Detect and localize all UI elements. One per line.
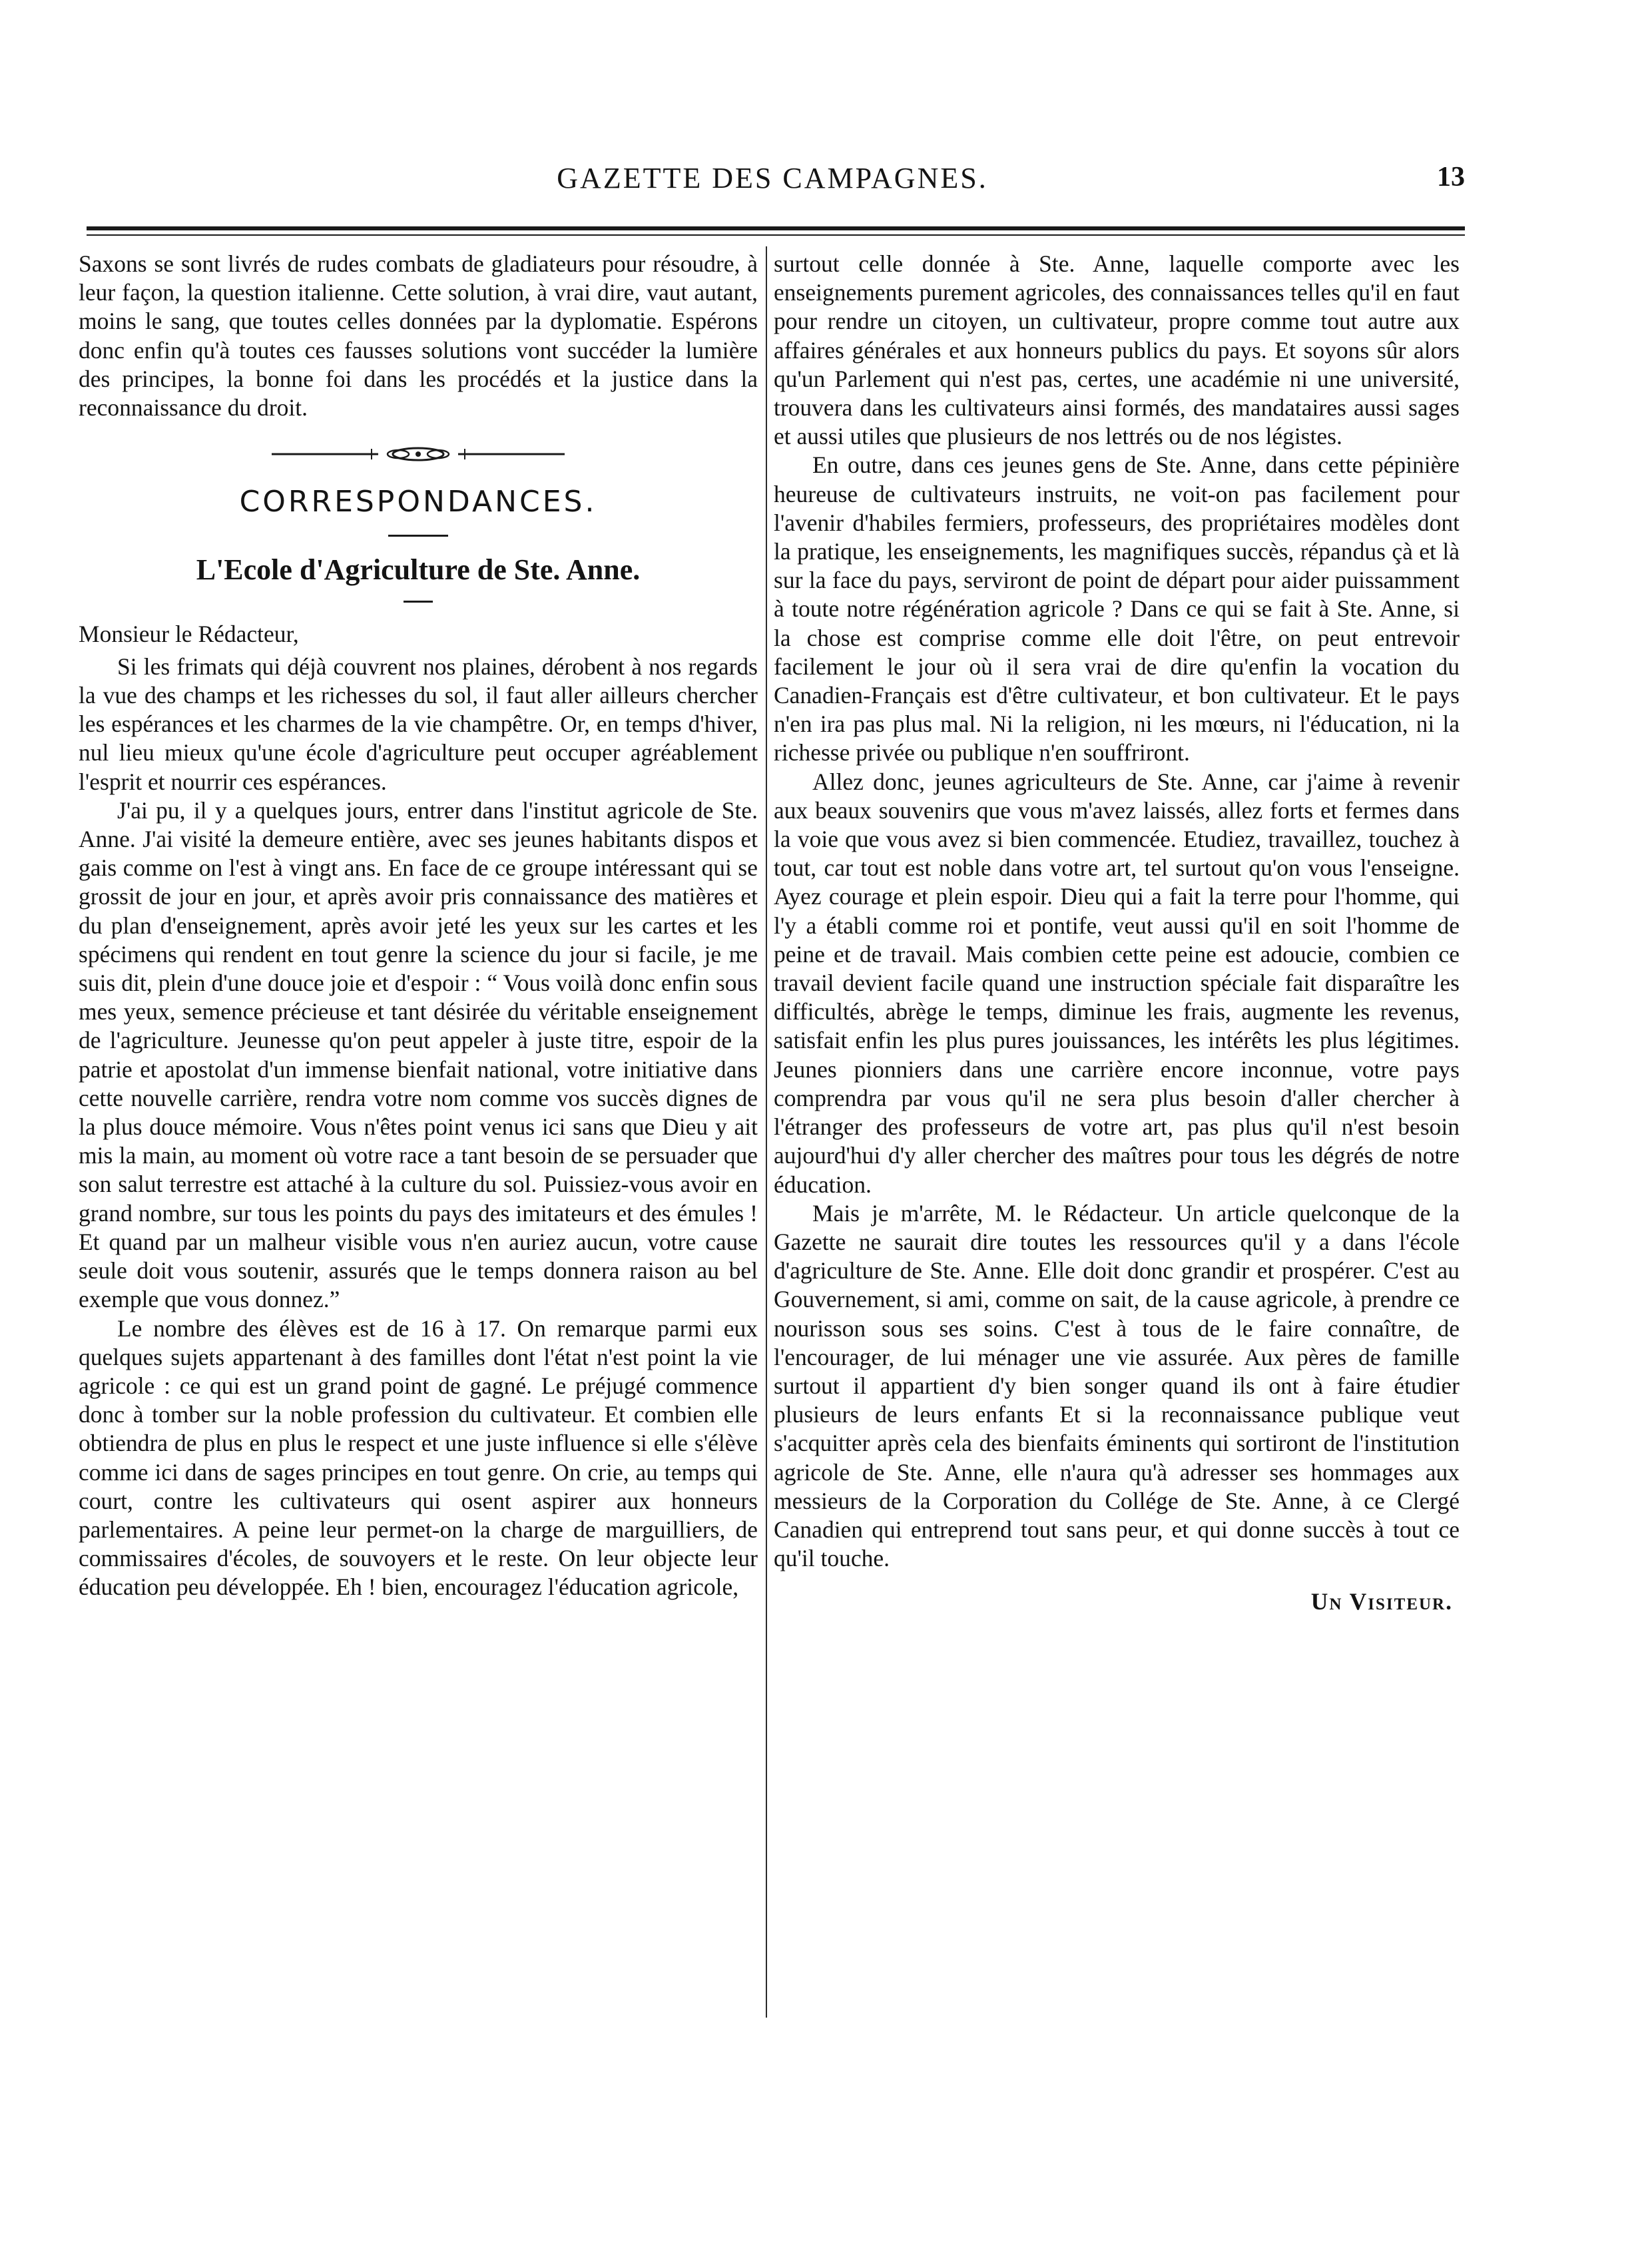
header-rule <box>87 226 1465 230</box>
signature: Un Visiteur. <box>1310 1588 1453 1615</box>
heading-rule <box>388 535 448 537</box>
opening-paragraph: Saxons se sont livrés de rudes combats de gladiateurs pour résoudre, à leur façon, la question italienne. Cette solution, à vrai dire, vaut autant, moins le sang, que toutes celles données par la dyplomatie. Espérons donc enfin qu'à toutes ces fausses solutions vont succéder la lumière des principes, la bonne foi dans les procédés et la justice dans la reconnaissance du droit. <box>79 250 758 422</box>
left-column <box>79 250 758 1602</box>
running-title: GAZETTE DES CAMPAGNES. <box>557 162 988 194</box>
paragraph: Allez donc, jeunes agriculteurs de Ste. Anne, car j'aime à revenir aux beaux souvenirs que vous m'avez laissés, allez forts et fermes dans la voie que vous avez si bien commencée. Etudiez, travaillez, touchez à tout, car tout est noble dans votre art, tel surtout qu'on vous l'enseigne. Ayez courage et plein espoir. Dieu qui a fait la terre pour l'homme, qui l'y a établi comme roi et pontife, veut aussi qu'il en soit l'homme de peine et de travail. Mais combien cette peine est adoucie, combien ce travail devient facile quand une instruction spéciale fait disparaître les difficultés, abrège le temps, diminue les frais, augmente les revenus, satisfait enfin les plus pures jouissances, les intérêts les plus légitimes. Jeunes pionniers dans une carrière encore inconnue, votre pays comprendra par vous qu'il ne sera plus besoin d'aller chercher à l'étranger des professeurs de votre art, pas plus qu'il n'est besoin aujourd'hui d'y aller chercher des maîtres pour tous les dégrés de notre éducation. <box>774 768 1460 1198</box>
column-divider <box>766 246 767 2018</box>
article-title: L'Ecole d'Agriculture de Ste. Anne. <box>196 553 641 587</box>
paragraph: En outre, dans ces jeunes gens de Ste. Anne, dans cette pépinière heureuse de cultivateurs instruits, ne voit-on pas facilement pour l'avenir d'habiles fermiers, professeurs, des propriétaires modèles dont la pratique, les enseignements, les magnifiques succès, répandus çà et là sur la face du pays, serviront de point de départ pour aider puissamment à toute notre régénération agricole ? Dans ce qui se fait à Ste. Anne, si la chose est comprise comme elle doit l'être, on peut entrevoir facilement le jour où il sera vrai de dire qu'enfin la vocation du Canadien-Français est d'être cultivateur, et bon cultivateur. Et le pays n'en ira pas plus mal. Ni la religion, ni les mœurs, ni l'éducation, ni la richesse privée ou publique n'en souffriront. <box>774 451 1460 766</box>
right-column <box>774 250 1460 1617</box>
salutation: Monsieur le Rédacteur, <box>79 620 299 647</box>
paragraph: J'ai pu, il y a quelques jours, entrer dans l'institut agricole de Ste. Anne. J'ai visité la demeure entière, avec ses jeunes habitants dispos et gais comme on l'est à vingt ans. En face de ce groupe intéressant qui se grossit de jour en jour, et après avoir pris connaissance des matières et du plan d'enseignement, après avoir jeté les yeux sur les cartes et les spécimens qui rendent en tout genre la science du jour si facile, je me suis dit, plein d'une douce joie et d'espoir : “ Vous voilà donc enfin sous mes yeux, semence précieuse et tant désirée du véritable enseignement de l'agriculture. Jeunesse qu'on peut appeler à juste titre, espoir de la patrie et apostolat d'un immense bienfait national, votre initiative dans cette nouvelle carrière, rendra votre nom comme vos succès dignes de la plus douce mémoire. Vous n'êtes point venus ici sans que Dieu y ait mis la main, au moment où votre race a tant besoin de se persuader que son salut terrestre est attaché à la culture du sol. Puissiez-vous avoir en grand nombre, sur tous les points du pays des imitateurs et des émules ! Et quand par un malheur visible vous n'en auriez aucun, votre cause seule doit vous soutenir, assurés que le temps donnera raison au bel exemple que vous donnez.” <box>79 796 758 1313</box>
title-rule <box>404 601 433 603</box>
continuation-paragraph: surtout celle donnée à Ste. Anne, laquelle comporte avec les enseignements purement agricoles, des connaissances telles qu'il en faut pour rendre un citoyen, un cultivateur, propre comme tout autre aux affaires générales et aux honneurs publics du pays. Et soyons sûr alors qu'un Parlement qui n'est pas, certes, une académie ni une université, trouvera dans les cultivateurs ainsi formés, des mandataires aussi sages et aussi utiles que plusieurs de nos lettrés ou de nos légistes. <box>774 250 1460 450</box>
ornament-divider <box>272 445 565 463</box>
paragraph: Si les frimats qui déjà couvrent nos plaines, dérobent à nos regards la vue des champs et les richesses du sol, il faut aller ailleurs chercher les espérances et les charmes de la vie champêtre. Or, en temps d'hiver, nul lieu mieux qu'une école d'agriculture peut occuper agréablement l'esprit et nourrir ces espérances. <box>79 653 758 795</box>
running-head <box>80 154 1465 208</box>
page-number: 13 <box>1437 162 1465 192</box>
paragraph: Mais je m'arrête, M. le Rédacteur. Un article quelconque de la Gazette ne saurait dire toutes les ressources qu'il y a dans l'école d'agriculture de Ste. Anne. Elle doit donc grandir et prospérer. C'est au Gouvernement, si ami, comme on sait, de la cause agricole, à prendre ce nourisson sous ses soins. C'est à tous de le faire connaître, de l'encourager, de lui ménager une vie assurée. Aux pères de famille surtout il appartient d'y bien songer quand ils ont à faire étudier plusieurs de leurs enfants Et si la reconnaissance publique veut s'acquitter après cela des bienfaits éminents qui sortiront de l'institution agricole de Ste. Anne, elle n'aura qu'à adresser ses hommages aux messieurs de la Corporation du Collége de Ste. Anne, à ce Clergé Canadien qui entreprend tout sans peur, et qui donne succès à tout ce qu'il touche. <box>774 1199 1460 1572</box>
paragraph: Le nombre des élèves est de 16 à 17. On remarque parmi eux quelques sujets appartenant à des familles dont l'état n'est point la vie agricole : ce qui est un grand point de gagné. Le préjugé commence donc à tomber sur la noble profession du cultivateur. Et combien elle obtiendra de plus en plus le respect et une juste influence si elle s'élève comme ici dans de sages principes en tout genre. On crie, au temps qui court, contre les cultivateurs qui osent aspirer aux honneurs parlementaires. A peine leur permet-on la charge de marguilliers, de commissaires d'écoles, de souvoyers et le reste. On leur objecte leur éducation peu développée. Eh ! bien, encouragez l'éducation agricole, <box>79 1314 758 1601</box>
header-rule-thin <box>87 234 1465 236</box>
section-heading: CORRESPONDANCES. <box>239 485 597 519</box>
